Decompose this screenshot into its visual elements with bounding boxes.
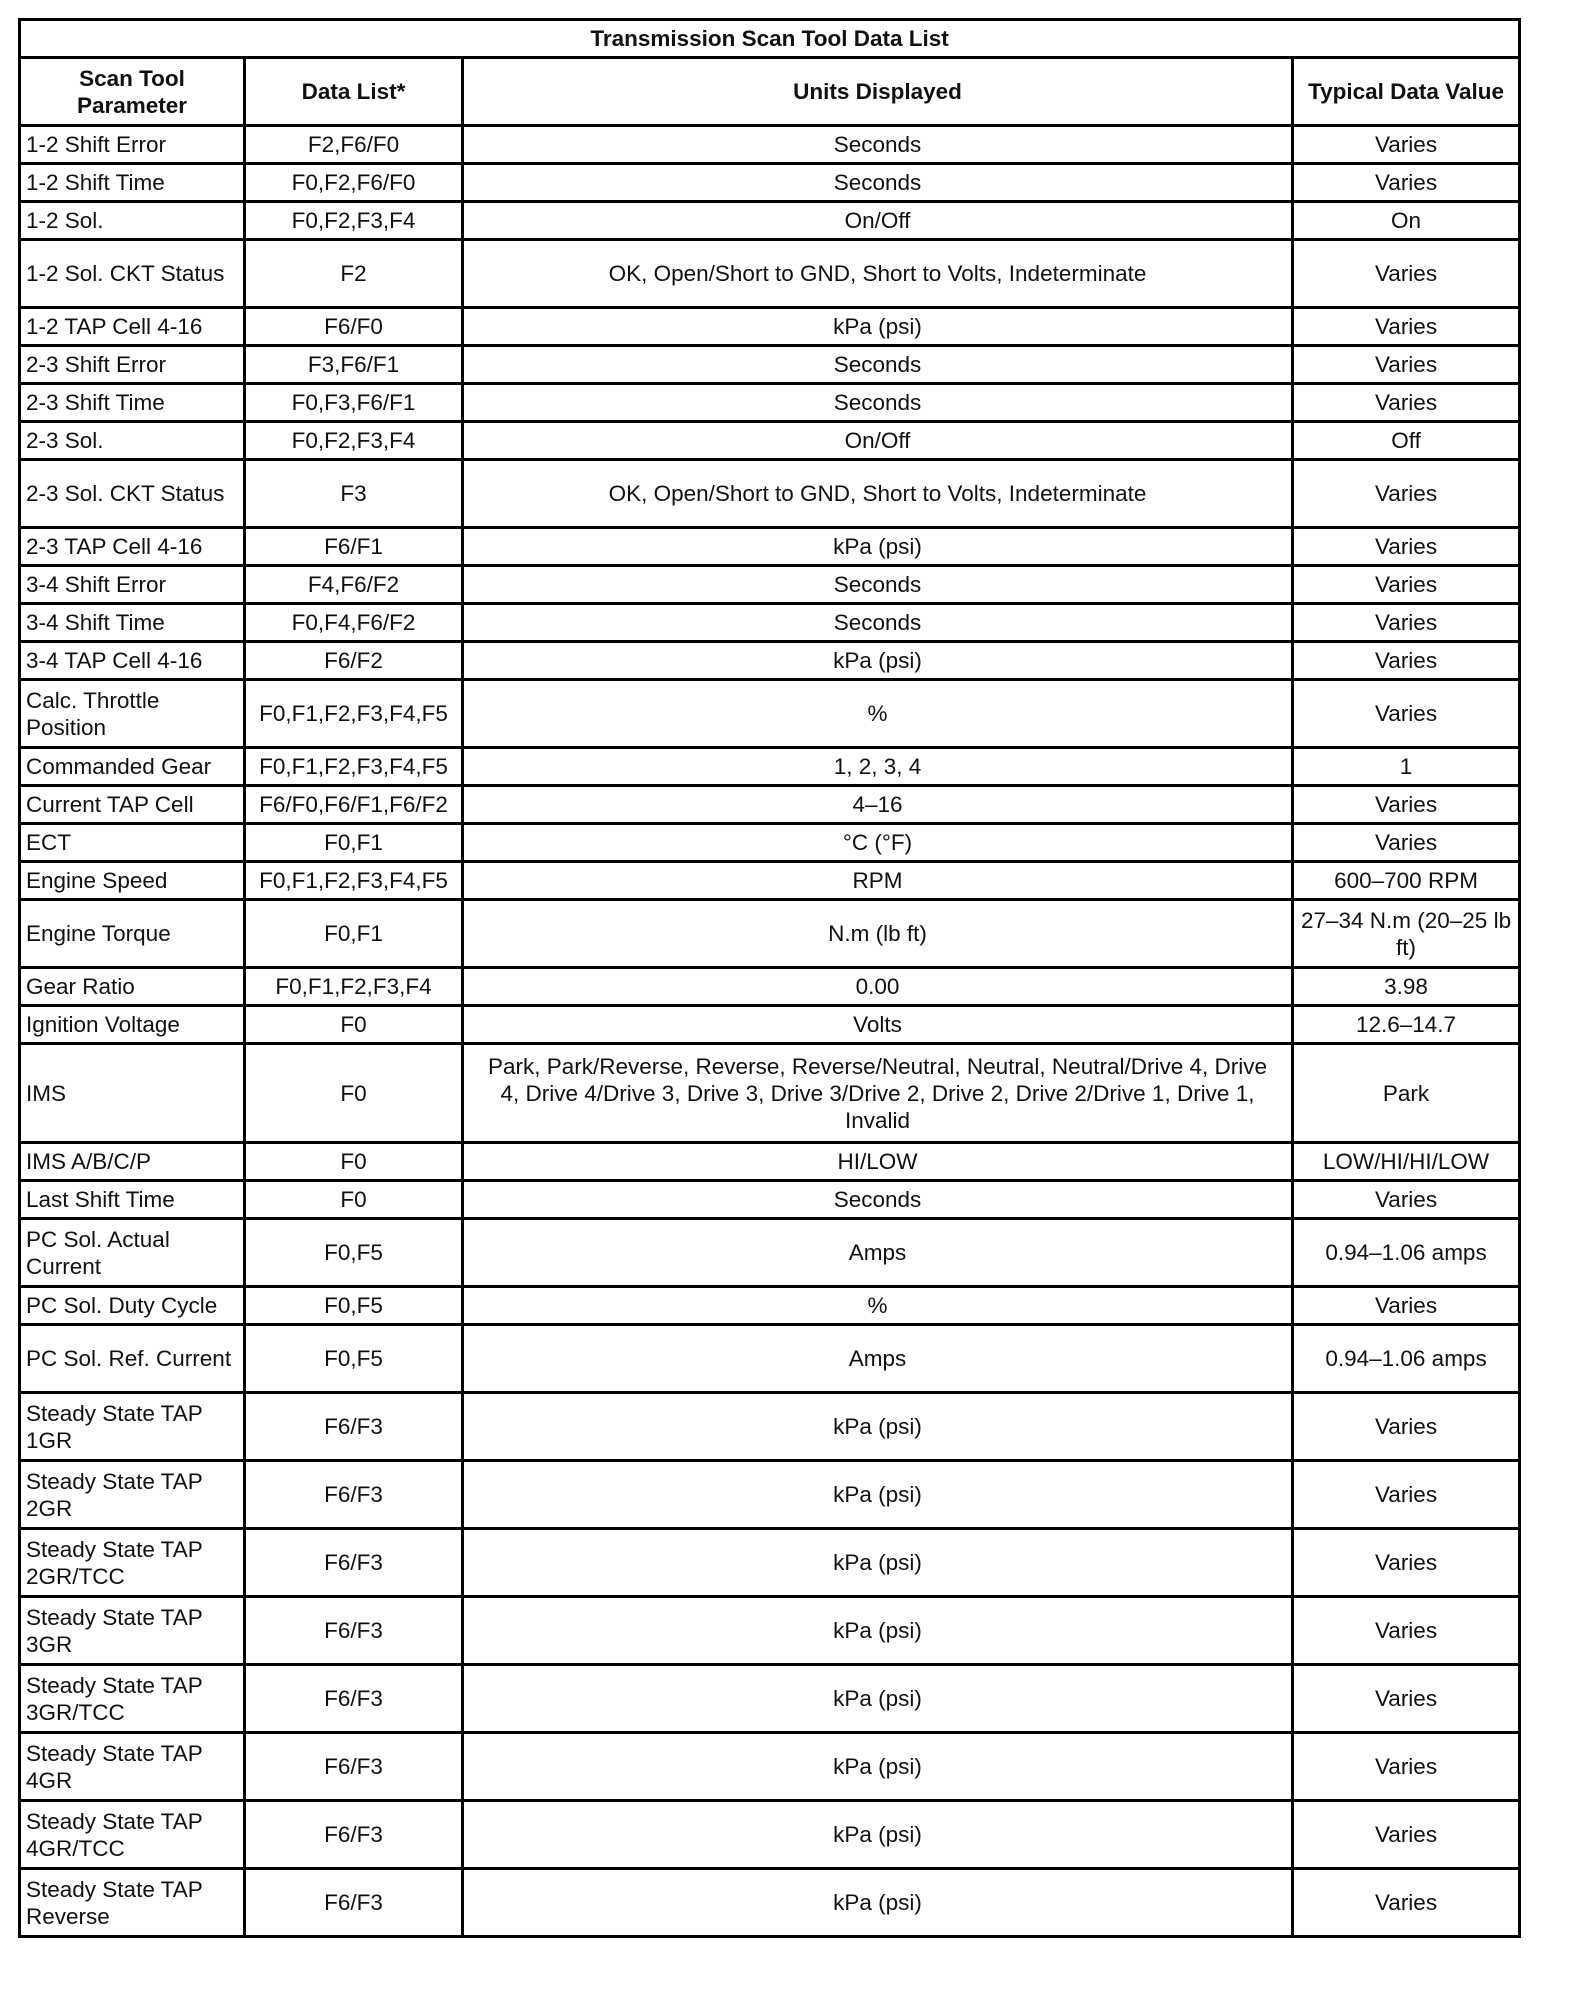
parameter-cell: Current TAP Cell [20,786,245,824]
table-row [20,824,1520,862]
typical-value-cell: Varies [1293,642,1520,680]
parameter-cell: Steady State TAP 1GR [20,1393,245,1461]
parameter-cell: 3-4 Shift Error [20,566,245,604]
table-row [20,1287,1520,1325]
data-list-cell: F6/F2 [245,642,463,680]
table-row [20,1006,1520,1044]
typical-value-cell: Varies [1293,1181,1520,1219]
data-list-cell: F3,F6/F1 [245,346,463,384]
parameter-cell: PC Sol. Actual Current [20,1219,245,1287]
data-list-cell: F0,F1,F2,F3,F4,F5 [245,680,463,748]
data-list-cell: F0,F2,F6/F0 [245,164,463,202]
parameter-cell: 1-2 Sol. CKT Status [20,240,245,308]
data-list-cell: F6/F3 [245,1597,463,1665]
column-header-typical-value: Typical Data Value [1293,58,1520,126]
parameter-cell: Steady State TAP 3GR/TCC [20,1665,245,1733]
parameter-cell: Engine Speed [20,862,245,900]
table-row [20,1529,1520,1597]
typical-value-cell: Varies [1293,308,1520,346]
data-list-cell: F0,F4,F6/F2 [245,604,463,642]
data-list-cell: F0 [245,1006,463,1044]
parameter-cell: 2-3 Shift Error [20,346,245,384]
typical-value-cell: Varies [1293,1597,1520,1665]
table-row [20,308,1520,346]
data-list-cell: F0,F2,F3,F4 [245,202,463,240]
typical-value-cell: Varies [1293,1733,1520,1801]
typical-value-cell: Varies [1293,1801,1520,1869]
parameter-cell: Steady State TAP 4GR [20,1733,245,1801]
parameter-cell: 1-2 TAP Cell 4-16 [20,308,245,346]
units-cell: Seconds [463,566,1293,604]
units-cell: Seconds [463,164,1293,202]
table-row [20,1801,1520,1869]
parameter-cell: Steady State TAP 4GR/TCC [20,1801,245,1869]
parameter-cell: 1-2 Shift Time [20,164,245,202]
units-cell: OK, Open/Short to GND, Short to Volts, Indeterminate [463,240,1293,308]
data-list-cell: F6/F0,F6/F1,F6/F2 [245,786,463,824]
typical-value-cell: 1 [1293,748,1520,786]
data-list-cell: F0,F5 [245,1219,463,1287]
parameter-cell: 2-3 Shift Time [20,384,245,422]
units-cell: N.m (lb ft) [463,900,1293,968]
table-row [20,164,1520,202]
table-row [20,460,1520,528]
parameter-cell: 1-2 Shift Error [20,126,245,164]
data-list-cell: F6/F3 [245,1393,463,1461]
units-cell: % [463,1287,1293,1325]
units-cell: Park, Park/Reverse, Reverse, Reverse/Neutral, Neutral, Neutral/Drive 4, Drive 4, Drive 4/Drive 3, Drive 3, Drive 3/Drive 2, Drive 2, Drive 2/Drive 1, Drive 1, Invalid [463,1044,1293,1143]
table-row [20,1181,1520,1219]
table-row [20,422,1520,460]
units-cell: On/Off [463,202,1293,240]
typical-value-cell: LOW/HI/HI/LOW [1293,1143,1520,1181]
units-cell: Seconds [463,346,1293,384]
typical-value-cell: Varies [1293,566,1520,604]
data-list-cell: F0,F1 [245,900,463,968]
units-cell: kPa (psi) [463,528,1293,566]
typical-value-cell: 3.98 [1293,968,1520,1006]
typical-value-cell: 12.6–14.7 [1293,1006,1520,1044]
table-row [20,346,1520,384]
table-row [20,862,1520,900]
table-row [20,680,1520,748]
table-row [20,126,1520,164]
typical-value-cell: Varies [1293,1665,1520,1733]
typical-value-cell: 0.94–1.06 amps [1293,1325,1520,1393]
units-cell: Amps [463,1325,1293,1393]
typical-value-cell: Varies [1293,240,1520,308]
typical-value-cell: Varies [1293,1869,1520,1937]
data-list-cell: F0,F1,F2,F3,F4,F5 [245,862,463,900]
data-list-cell: F6/F3 [245,1461,463,1529]
units-cell: 1, 2, 3, 4 [463,748,1293,786]
units-cell: 0.00 [463,968,1293,1006]
typical-value-cell: Varies [1293,824,1520,862]
units-cell: Seconds [463,384,1293,422]
parameter-cell: IMS [20,1044,245,1143]
data-list-cell: F6/F1 [245,528,463,566]
data-list-cell: F6/F0 [245,308,463,346]
parameter-cell: Engine Torque [20,900,245,968]
typical-value-cell: Varies [1293,680,1520,748]
units-cell: kPa (psi) [463,1529,1293,1597]
units-cell: °C (°F) [463,824,1293,862]
column-header-data-list: Data List* [245,58,463,126]
table-row [20,1597,1520,1665]
data-list-cell: F2,F6/F0 [245,126,463,164]
parameter-cell: Steady State TAP 2GR [20,1461,245,1529]
parameter-cell: 2-3 Sol. CKT Status [20,460,245,528]
table-row [20,1461,1520,1529]
table-row [20,968,1520,1006]
table-row [20,1325,1520,1393]
table-row [20,1143,1520,1181]
units-cell: kPa (psi) [463,1393,1293,1461]
data-list-cell: F6/F3 [245,1869,463,1937]
parameter-cell: Gear Ratio [20,968,245,1006]
typical-value-cell: Varies [1293,346,1520,384]
data-list-cell: F0 [245,1181,463,1219]
data-list-cell: F0,F5 [245,1325,463,1393]
table-row [20,1733,1520,1801]
units-cell: Amps [463,1219,1293,1287]
data-list-cell: F6/F3 [245,1529,463,1597]
units-cell: kPa (psi) [463,1665,1293,1733]
units-cell: On/Off [463,422,1293,460]
data-list-cell: F6/F3 [245,1665,463,1733]
units-cell: Volts [463,1006,1293,1044]
typical-value-cell: 27–34 N.m (20–25 lb ft) [1293,900,1520,968]
scan-tool-data-table [18,18,1521,1938]
table-body [20,126,1520,1937]
parameter-cell: Commanded Gear [20,748,245,786]
typical-value-cell: Varies [1293,164,1520,202]
units-cell: RPM [463,862,1293,900]
units-cell: kPa (psi) [463,1801,1293,1869]
parameter-cell: PC Sol. Ref. Current [20,1325,245,1393]
table-title: Transmission Scan Tool Data List [20,20,1520,58]
units-cell: kPa (psi) [463,1869,1293,1937]
typical-value-cell: Varies [1293,126,1520,164]
data-list-sheet [18,18,1518,1938]
data-list-cell: F0,F5 [245,1287,463,1325]
table-row [20,202,1520,240]
table-row [20,1869,1520,1937]
column-header-units: Units Displayed [463,58,1293,126]
parameter-cell: Steady State TAP Reverse [20,1869,245,1937]
parameter-cell: IMS A/B/C/P [20,1143,245,1181]
typical-value-cell: Varies [1293,1287,1520,1325]
table-row [20,566,1520,604]
table-title-row [20,20,1520,58]
units-cell: Seconds [463,604,1293,642]
units-cell: 4–16 [463,786,1293,824]
data-list-cell: F0,F1,F2,F3,F4,F5 [245,748,463,786]
parameter-cell: Steady State TAP 2GR/TCC [20,1529,245,1597]
units-cell: HI/LOW [463,1143,1293,1181]
units-cell: Seconds [463,126,1293,164]
parameter-cell: Steady State TAP 3GR [20,1597,245,1665]
typical-value-cell: Varies [1293,604,1520,642]
data-list-cell: F4,F6/F2 [245,566,463,604]
parameter-cell: 1-2 Sol. [20,202,245,240]
table-row [20,642,1520,680]
units-cell: Seconds [463,1181,1293,1219]
data-list-cell: F2 [245,240,463,308]
parameter-cell: 3-4 Shift Time [20,604,245,642]
typical-value-cell: On [1293,202,1520,240]
table-row [20,786,1520,824]
table-row [20,1665,1520,1733]
units-cell: kPa (psi) [463,308,1293,346]
data-list-cell: F0,F3,F6/F1 [245,384,463,422]
data-list-cell: F0 [245,1044,463,1143]
table-row [20,1393,1520,1461]
table-row [20,1219,1520,1287]
table-row [20,1044,1520,1143]
parameter-cell: ECT [20,824,245,862]
data-list-cell: F3 [245,460,463,528]
units-cell: kPa (psi) [463,1733,1293,1801]
parameter-cell: 2-3 TAP Cell 4-16 [20,528,245,566]
parameter-cell: Calc. Throttle Position [20,680,245,748]
units-cell: % [463,680,1293,748]
data-list-cell: F0 [245,1143,463,1181]
typical-value-cell: Varies [1293,460,1520,528]
typical-value-cell: 0.94–1.06 amps [1293,1219,1520,1287]
table-row [20,384,1520,422]
typical-value-cell: Varies [1293,1529,1520,1597]
typical-value-cell: Off [1293,422,1520,460]
table-header-row [20,58,1520,126]
data-list-cell: F0,F2,F3,F4 [245,422,463,460]
parameter-cell: 3-4 TAP Cell 4-16 [20,642,245,680]
table-row [20,604,1520,642]
data-list-cell: F6/F3 [245,1733,463,1801]
typical-value-cell: Varies [1293,528,1520,566]
units-cell: OK, Open/Short to GND, Short to Volts, Indeterminate [463,460,1293,528]
typical-value-cell: Varies [1293,384,1520,422]
typical-value-cell: Varies [1293,1461,1520,1529]
data-list-cell: F6/F3 [245,1801,463,1869]
typical-value-cell: Varies [1293,786,1520,824]
units-cell: kPa (psi) [463,1461,1293,1529]
typical-value-cell: Varies [1293,1393,1520,1461]
typical-value-cell: 600–700 RPM [1293,862,1520,900]
table-row [20,240,1520,308]
data-list-cell: F0,F1 [245,824,463,862]
parameter-cell: 2-3 Sol. [20,422,245,460]
table-row [20,528,1520,566]
units-cell: kPa (psi) [463,1597,1293,1665]
units-cell: kPa (psi) [463,642,1293,680]
parameter-cell: Ignition Voltage [20,1006,245,1044]
parameter-cell: Last Shift Time [20,1181,245,1219]
typical-value-cell: Park [1293,1044,1520,1143]
column-header-parameter: Scan Tool Parameter [20,58,245,126]
table-row [20,900,1520,968]
data-list-cell: F0,F1,F2,F3,F4 [245,968,463,1006]
parameter-cell: PC Sol. Duty Cycle [20,1287,245,1325]
table-row [20,748,1520,786]
